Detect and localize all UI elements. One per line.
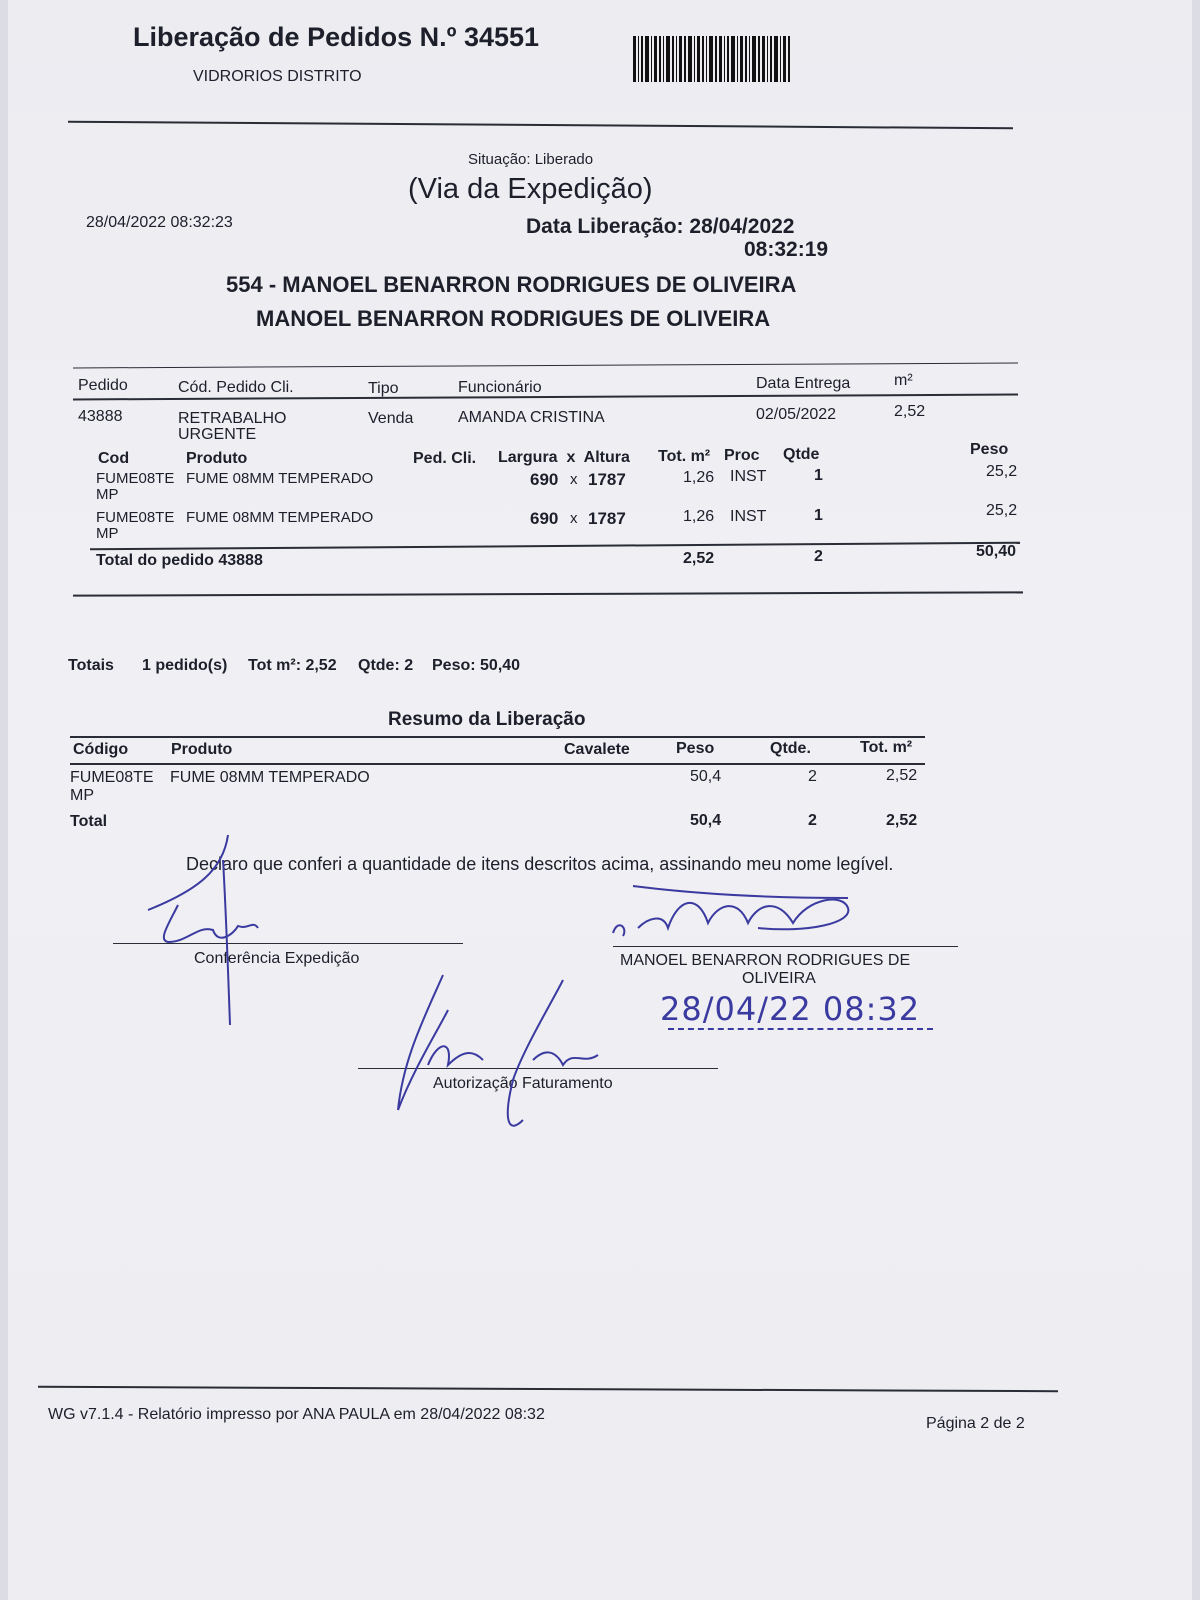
resumo-col-codigo: Código xyxy=(73,741,129,758)
order-cod-pedido-cli-1: RETRABALHO xyxy=(178,410,287,427)
col-data-entrega: Data Entrega xyxy=(756,375,851,392)
data-liberacao-time: 08:32:19 xyxy=(744,238,829,261)
totais-tot-m2: Tot m²: 2,52 xyxy=(248,657,337,674)
item-peso: 25,2 xyxy=(986,502,1018,519)
item-altura: 1787 xyxy=(588,509,626,528)
data-liberacao: Data Liberação: 28/04/2022 xyxy=(526,215,795,238)
item-x: x xyxy=(570,471,578,488)
signature-label-client-2: OLIVEIRA xyxy=(742,970,816,987)
totais-peso: Peso: 50,40 xyxy=(432,657,521,674)
resumo-qtde: 2 xyxy=(808,768,817,785)
totais-label: Totais xyxy=(68,657,114,674)
resumo-col-qtde: Qtde. xyxy=(770,740,811,757)
resumo-total-tot-m2: 2,52 xyxy=(886,812,918,829)
footer-line xyxy=(38,1386,1058,1392)
resumo-total-label: Total xyxy=(70,813,108,830)
handwritten-date-underline xyxy=(668,1028,933,1030)
resumo-total-qtde: 2 xyxy=(808,812,817,829)
header-divider xyxy=(68,121,1013,130)
document-title: Liberação de Pedidos N.º 34551 xyxy=(133,22,540,52)
company-name: VIDRORIOS DISTRITO xyxy=(193,68,362,85)
signature-label-client-1: MANOEL BENARRON RODRIGUES DE xyxy=(620,952,911,969)
status-text: Situação: Liberado xyxy=(468,151,594,168)
declaration-text: Declaro que conferi a quantidade de itens descritos acima, assinando meu nome legível. xyxy=(186,854,894,874)
order-total-label: Total do pedido 43888 xyxy=(96,552,263,569)
col-funcionario: Funcionário xyxy=(458,379,542,396)
handwritten-date: 28/04/22 08:32 xyxy=(660,990,921,1028)
printed-datetime: 28/04/2022 08:32:23 xyxy=(86,214,233,231)
col-m2: m² xyxy=(894,372,913,389)
item-tot-m2: 1,26 xyxy=(683,508,715,525)
item-qtde: 1 xyxy=(814,467,823,484)
totais-qtde: Qtde: 2 xyxy=(358,657,414,674)
footer-printed-by: WG v7.1.4 - Relatório impresso por ANA PAULA em 28/04/2022 08:32 xyxy=(48,1406,545,1423)
item-col-tot-m2: Tot. m² xyxy=(658,448,711,465)
order-funcionario: AMANDA CRISTINA xyxy=(458,409,605,426)
order-total-m2: 2,52 xyxy=(683,550,715,567)
item-cod-2: MP xyxy=(96,525,119,542)
resumo-tot-m2: 2,52 xyxy=(886,767,918,784)
item-proc: INST xyxy=(730,468,767,485)
signature-label-conferencia: Conferência Expedição xyxy=(194,950,360,967)
resumo-top-line xyxy=(70,736,925,738)
item-proc: INST xyxy=(730,508,767,525)
client-name-line1: 554 - MANOEL BENARRON RODRIGUES DE OLIVEIRA xyxy=(226,272,797,297)
resumo-produto: FUME 08MM TEMPERADO xyxy=(170,769,370,786)
item-col-peso: Peso xyxy=(970,441,1009,458)
resumo-peso: 50,4 xyxy=(690,768,722,785)
order-total-qtde: 2 xyxy=(814,548,823,565)
order-tipo: Venda xyxy=(368,410,414,427)
resumo-col-cavalete: Cavalete xyxy=(564,741,630,758)
item-x: x xyxy=(570,510,578,527)
resumo-title: Resumo da Liberação xyxy=(388,709,586,730)
via-label: (Via da Expedição) xyxy=(408,173,653,205)
item-largura: 690 xyxy=(530,509,559,528)
order-total-line xyxy=(90,542,1020,550)
col-cod-pedido-cli: Cód. Pedido Cli. xyxy=(178,379,294,396)
item-col-proc: Proc xyxy=(724,447,760,464)
signature-conferencia xyxy=(138,830,278,1030)
barcode xyxy=(633,36,793,82)
resumo-header-line xyxy=(70,763,925,765)
order-data-entrega: 02/05/2022 xyxy=(756,406,837,423)
col-tipo: Tipo xyxy=(368,380,399,397)
item-altura: 1787 xyxy=(588,470,626,489)
signature-autorizacao xyxy=(383,970,633,1140)
document-sheet xyxy=(8,0,1192,1600)
item-col-produto: Produto xyxy=(186,450,248,467)
order-m2: 2,52 xyxy=(894,403,926,420)
item-tot-m2: 1,26 xyxy=(683,469,715,486)
resumo-col-peso: Peso xyxy=(676,740,715,757)
footer-page-number: Página 2 de 2 xyxy=(926,1415,1025,1432)
item-produto: FUME 08MM TEMPERADO xyxy=(186,470,374,487)
col-pedido: Pedido xyxy=(78,377,128,394)
order-pedido: 43888 xyxy=(78,408,123,425)
resumo-col-tot-m2: Tot. m² xyxy=(860,739,913,756)
order-cod-pedido-cli-2: URGENTE xyxy=(178,426,257,443)
resumo-total-peso: 50,4 xyxy=(690,812,722,829)
order-table-top-line xyxy=(73,363,1018,369)
signature-client xyxy=(608,878,868,948)
order-bottom-line xyxy=(73,591,1023,596)
item-produto: FUME 08MM TEMPERADO xyxy=(186,509,374,526)
item-col-ped-cli: Ped. Cli. xyxy=(413,450,477,467)
item-peso: 25,2 xyxy=(986,463,1018,480)
item-col-qtde: Qtde xyxy=(783,446,820,463)
client-name-line2: MANOEL BENARRON RODRIGUES DE OLIVEIRA xyxy=(256,306,771,331)
signature-label-autorizacao: Autorização Faturamento xyxy=(433,1075,613,1092)
resumo-col-produto: Produto xyxy=(171,741,233,758)
item-cod-1: FUME08TE xyxy=(96,470,175,487)
item-cod-1: FUME08TE xyxy=(96,509,175,526)
item-col-largura-altura: Largura x Altura xyxy=(498,449,630,466)
resumo-codigo-2: MP xyxy=(70,787,94,804)
item-largura: 690 xyxy=(530,470,559,489)
item-col-cod: Cod xyxy=(98,450,130,467)
item-cod-2: MP xyxy=(96,486,119,503)
item-qtde: 1 xyxy=(814,507,823,524)
totais-pedidos: 1 pedido(s) xyxy=(142,657,228,674)
resumo-codigo-1: FUME08TE xyxy=(70,769,154,786)
order-total-peso: 50,40 xyxy=(976,543,1017,560)
